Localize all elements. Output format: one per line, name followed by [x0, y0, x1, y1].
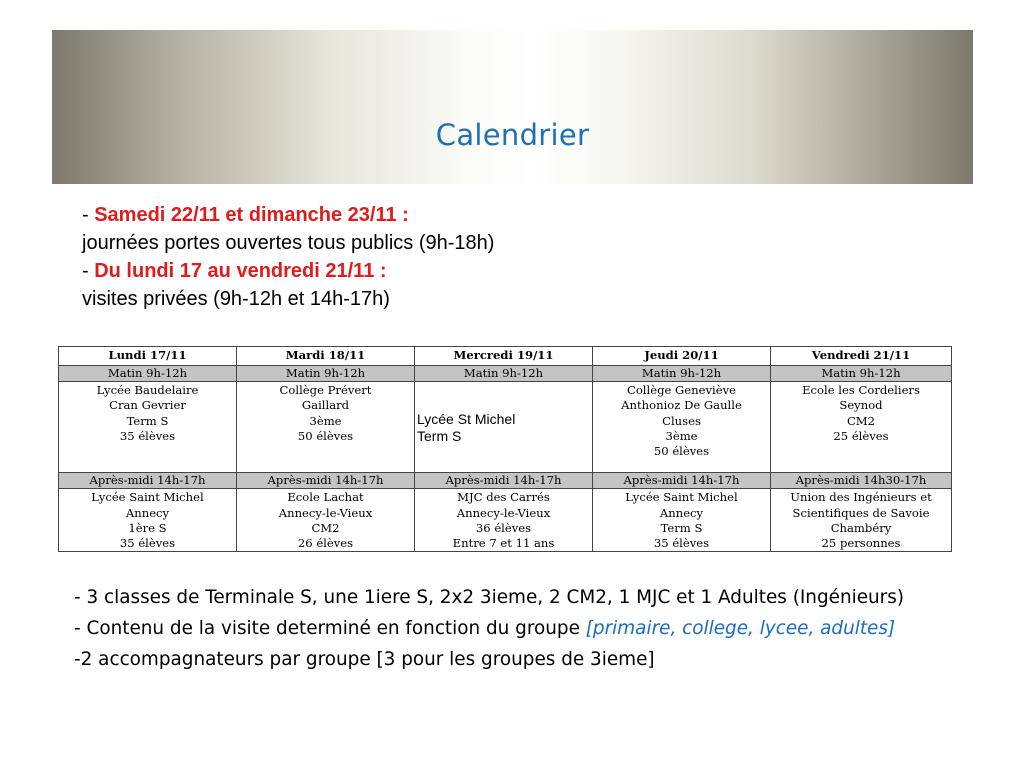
slot-label: Après-midi 14h-17h: [237, 473, 415, 489]
group-line: 26 élèves: [297, 536, 354, 551]
day-header: Vendredi 21/11: [771, 347, 952, 366]
group-cell: [593, 382, 771, 473]
group-line: Annecy-le-Vieux: [456, 505, 551, 520]
group-line: 1ère S: [128, 520, 167, 535]
slot-label: Matin 9h-12h: [237, 366, 415, 382]
group-line: CM2: [311, 520, 340, 535]
group-cell: [59, 489, 237, 552]
group-line: 3ème: [309, 413, 342, 428]
slot-label: Matin 9h-12h: [415, 366, 593, 382]
group-line: Scientifiques de Savoie: [792, 505, 930, 520]
intro-line-weekend: [82, 201, 494, 229]
group-line: Lycée Saint Michel: [91, 490, 204, 505]
group-line: 36 élèves: [475, 520, 532, 535]
title-banner: [52, 30, 973, 184]
schedule-table: [58, 346, 952, 552]
note-content: [74, 613, 944, 644]
group-line: 35 élèves: [119, 536, 176, 551]
group-line: Term S: [660, 520, 703, 535]
group-line: Term S: [126, 413, 169, 428]
day-header: Lundi 17/11: [59, 347, 237, 366]
group-cell: [415, 489, 593, 552]
group-line: Entre 7 et 11 ans: [452, 536, 555, 551]
group-line: 3ème: [665, 428, 698, 443]
note-content-groups: [primaire, college, lycee, adultes]: [585, 618, 896, 639]
group-line: Annecy: [659, 505, 704, 520]
group-line: Chambéry: [830, 520, 892, 535]
group-line: Cran Gevrier: [109, 398, 186, 413]
group-line: Ecole Lachat: [287, 490, 364, 505]
group-line: Lycée Saint Michel: [625, 490, 738, 505]
group-line: 25 personnes: [821, 536, 901, 551]
afternoon-groups-row: [59, 489, 952, 552]
group-line: Annecy-le-Vieux: [278, 505, 373, 520]
group-cell: [593, 489, 771, 552]
morning-groups-row: [59, 382, 952, 473]
group-line: CM2: [846, 413, 876, 428]
private-visits-text: visites privées (9h-12h et 14h-17h): [82, 288, 390, 310]
day-header: Jeudi 20/11: [593, 347, 771, 366]
morning-slot-row: [59, 366, 952, 382]
group-cell: [59, 382, 237, 473]
slot-label: Matin 9h-12h: [593, 366, 771, 382]
slot-label: Après-midi 14h-17h: [415, 473, 593, 489]
afternoon-slot-row: [59, 473, 952, 489]
slot-label: Après-midi 14h30-17h: [771, 473, 952, 489]
day-header: Mercredi 19/11: [415, 347, 593, 366]
note-classes: - 3 classes de Terminale S, une 1iere S, 2x2 3ieme, 2 CM2, 1 MJC et 1 Adultes (Ingénieurs): [74, 587, 904, 608]
group-line: Collège Geneviève: [626, 383, 737, 398]
group-line: Seynod: [839, 398, 883, 413]
group-line: 35 élèves: [119, 428, 176, 443]
group-line: Lycée Baudelaire: [96, 383, 199, 398]
group-cell: [771, 382, 952, 473]
group-line: Union des Ingénieurs et: [790, 490, 932, 505]
group-line: 50 élèves: [653, 444, 710, 459]
open-days-text: journées portes ouvertes tous publics (9h-18h): [82, 232, 495, 254]
group-line: Annecy: [125, 505, 170, 520]
group-line: 25 élèves: [833, 428, 889, 443]
group-line: Gaillard: [301, 398, 350, 413]
notes: [74, 582, 944, 675]
group-line: Ecole les Cordeliers: [802, 383, 920, 398]
page-title: Calendrier: [435, 118, 590, 152]
dash: -: [82, 204, 95, 226]
group-line: Collège Prévert: [279, 383, 372, 398]
group-line: Cluses: [662, 413, 701, 428]
day-header: Mardi 18/11: [237, 347, 415, 366]
intro-text: [82, 201, 494, 313]
dash: -: [82, 260, 95, 282]
group-line: 50 élèves: [297, 428, 354, 443]
group-line: MJC des Carrés: [457, 490, 550, 505]
note-content-text: - Contenu de la visite determiné en fonction du groupe: [74, 618, 586, 639]
weekend-dates: Samedi 22/11 et dimanche 23/11 :: [94, 204, 409, 226]
week-dates: Du lundi 17 au vendredi 21/11 :: [94, 260, 387, 282]
day-header-row: [59, 347, 952, 366]
group-line: Lycée St Michel: [417, 410, 516, 427]
slot-label: Après-midi 14h-17h: [59, 473, 237, 489]
group-line: Anthonioz De Gaulle: [621, 398, 742, 413]
group-line: Term S: [417, 427, 462, 444]
slot-label: Après-midi 14h-17h: [593, 473, 771, 489]
slot-label: Matin 9h-12h: [771, 366, 952, 382]
intro-line-week: [82, 257, 494, 285]
group-line: 35 élèves: [653, 536, 710, 551]
group-cell: [771, 489, 952, 552]
group-cell: [237, 489, 415, 552]
group-cell: [415, 382, 593, 473]
group-cell: [237, 382, 415, 473]
slot-label: Matin 9h-12h: [59, 366, 237, 382]
note-accompaniers: -2 accompagnateurs par groupe [3 pour les groupes de 3ieme]: [74, 649, 655, 670]
